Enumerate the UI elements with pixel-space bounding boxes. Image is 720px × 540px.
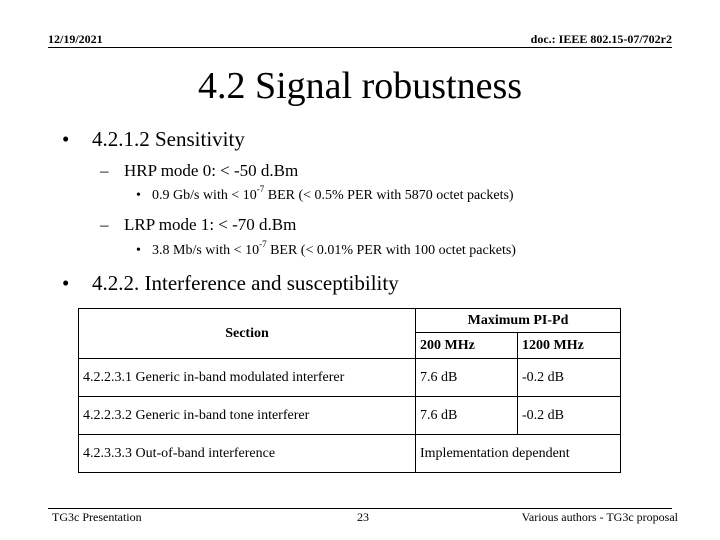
row-section: 4.2.3.3.3 Out-of-band interference — [79, 435, 416, 473]
row-merged-value: Implementation dependent — [416, 435, 621, 473]
footer-left: TG3c Presentation — [52, 510, 142, 524]
footer-right: Various authors - TG3c proposal — [521, 510, 678, 524]
bullet-text: 3.8 Mb/s with < 10 — [152, 243, 260, 258]
table-row — [79, 435, 621, 473]
row-value-1200: -0.2 dB — [518, 359, 621, 397]
bullet-text: 4.2.2. Interference and susceptibility — [92, 271, 399, 295]
dash-marker: – — [100, 161, 109, 180]
bullet-hrp-detail — [136, 184, 514, 205]
bullet-text: 0.9 Gb/s with < 10 — [152, 188, 257, 203]
row-section: 4.2.2.3.2 Generic in-band tone interferer — [79, 397, 416, 435]
bullet-lrp-detail — [136, 239, 516, 260]
dash-marker: – — [100, 215, 109, 234]
table-header-row — [79, 309, 621, 333]
bullet-marker: • — [136, 188, 141, 203]
section-header: Section — [79, 309, 416, 359]
exponent: -7 — [256, 184, 265, 195]
bullet-marker: • — [62, 127, 70, 151]
page-number: 23 — [357, 510, 369, 524]
bullet-text: HRP mode 0: < -50 d.Bm — [124, 161, 299, 180]
bullet-text: LRP mode 1: < -70 d.Bm — [124, 215, 297, 234]
bullet-marker: • — [62, 271, 70, 295]
row-value-200: 7.6 dB — [416, 397, 518, 435]
row-value-200: 7.6 dB — [416, 359, 518, 397]
bullet-text: BER (< 0.5% PER with 5870 octet packets) — [264, 188, 514, 203]
max-pipd-header: Maximum PI-Pd — [416, 309, 621, 333]
interference-table — [78, 308, 621, 473]
header-rule — [48, 47, 672, 48]
exponent: -7 — [259, 239, 267, 250]
bullet-text: 4.2.1.2 Sensitivity — [92, 127, 245, 151]
header-doc-id: doc.: IEEE 802.15-07/702r2 — [530, 32, 672, 46]
bullet-lrp-mode — [100, 214, 296, 236]
slide-title: 4.2 Signal robustness — [197, 65, 523, 107]
bullet-sensitivity — [62, 126, 245, 152]
footer-rule — [48, 508, 672, 509]
row-section: 4.2.2.3.1 Generic in-band modulated interferer — [79, 359, 416, 397]
bullet-interference — [62, 270, 399, 296]
header-date: 12/19/2021 — [48, 32, 103, 46]
bullet-text: BER (< 0.01% PER with 100 octet packets) — [266, 243, 516, 258]
table-row — [79, 359, 621, 397]
col-200mhz-header: 200 MHz — [416, 333, 518, 359]
table-row — [79, 397, 621, 435]
bullet-marker: • — [136, 243, 141, 258]
col-1200mhz-header: 1200 MHz — [518, 333, 621, 359]
bullet-hrp-mode — [100, 160, 298, 182]
row-value-1200: -0.2 dB — [518, 397, 621, 435]
